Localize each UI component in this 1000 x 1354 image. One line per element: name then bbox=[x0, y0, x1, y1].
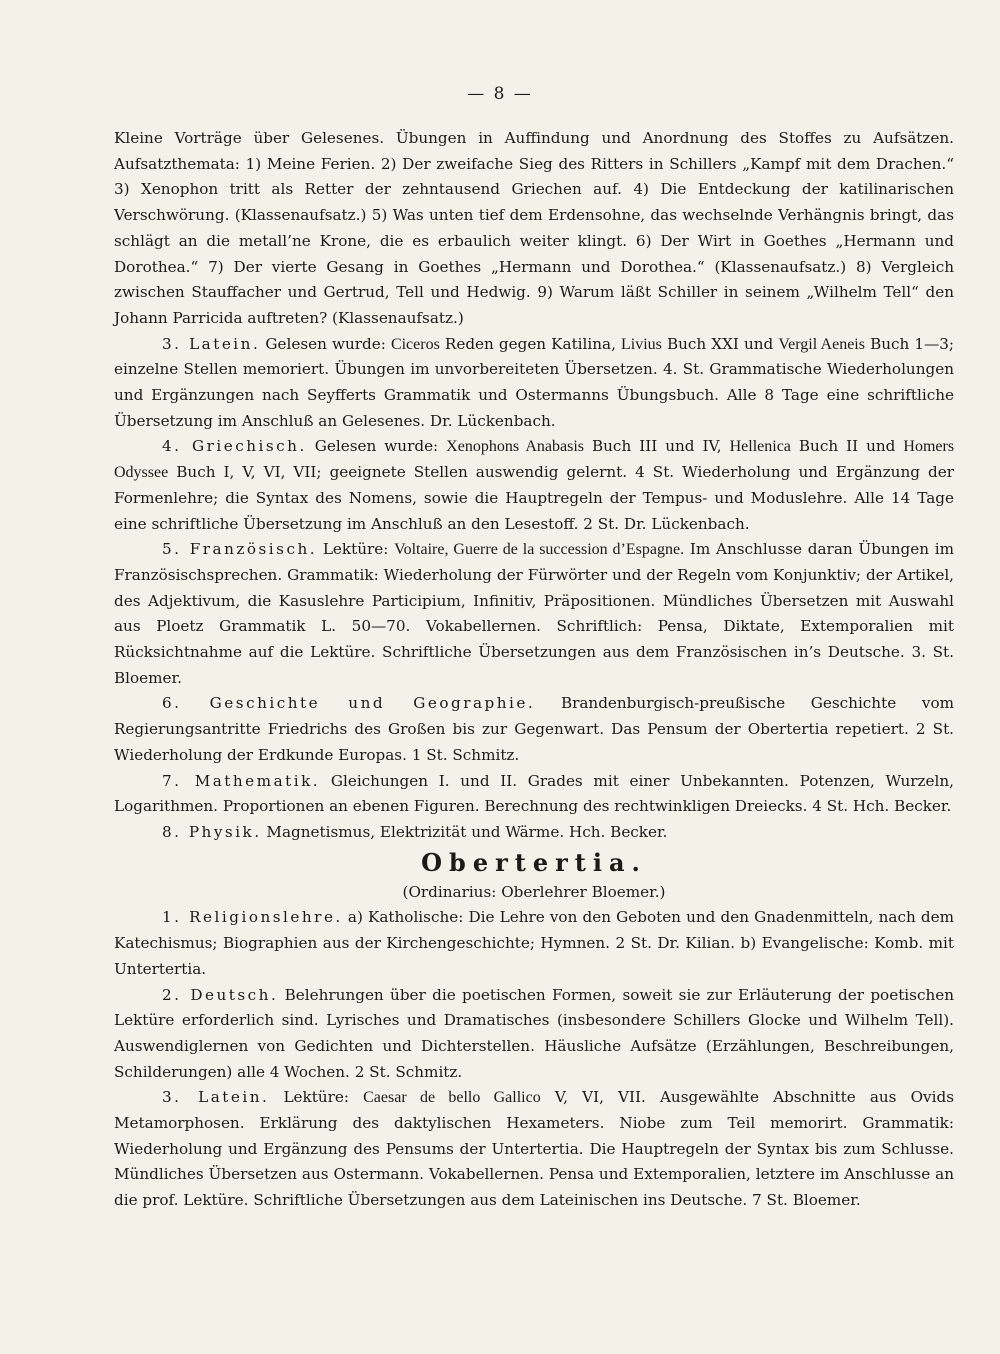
latin-text: Xenophons Anabasis bbox=[446, 438, 584, 456]
latin-text: Homers Odyssee bbox=[114, 438, 955, 482]
subject-paragraph bbox=[114, 820, 954, 846]
paragraph-text: a) Katholische: Die Lehre von den Geboten und den Gnadenmitteln, nach dem Katechismus; Biographien aus der Kirchengeschichte; Hymnen. 2 St. Dr. Kilian. b) Evangelische: Komb. mit Untertertia. bbox=[114, 908, 954, 978]
subject-paragraph bbox=[114, 983, 954, 1086]
latin-text: Voltaire, Guerre de la succession d’Espagne. bbox=[394, 541, 685, 559]
subject-paragraph bbox=[114, 769, 954, 820]
subject-paragraph bbox=[114, 691, 954, 768]
paragraph-text: Reden gegen Katilina, bbox=[439, 334, 621, 353]
paragraph-text: Belehrungen über die poetischen Formen, soweit sie zur Erläuterung der poetischen Lektüre erforderlich sind. Lyrisches und Dramatisches (insbesondere Schillers Glocke und Wilhelm Tell). Auswendiglernen von Gedichten und Dichterstellen. Häusliche Aufsätze (Erzählungen, Beschreibungen, Schilderungen) alle 4 Wochen. 2 St. Schmitz. bbox=[114, 985, 955, 1081]
latin-text: Livius bbox=[621, 335, 662, 353]
subject-paragraph bbox=[114, 537, 954, 691]
subject-title: 4. Griechisch. bbox=[162, 437, 307, 456]
paragraph-text: Buch I, V, VI, VII; geeignete Stellen auswendig gelernt. 4 St. Wiederholung und Ergänzung der Formenlehre; die Syntax des Nomens, sowie die Hauptregeln der Tempus- und Moduslehre. Alle 14 Tage eine schriftliche Übersetzung im Anschluß an den Lesestoff. 2 St. Dr. Lückenbach. bbox=[114, 463, 954, 533]
subject-paragraph bbox=[114, 1085, 954, 1214]
paragraph-text: Buch III und IV, bbox=[584, 437, 730, 456]
paragraph-text: Gleichungen I. und II. Grades mit einer Unbekannten. Potenzen, Wurzeln, Logarithmen. Proportionen an ebenen Figuren. Berechnung des rechtwinkligen Dreiecks. 4 St. Hch. Becker. bbox=[114, 771, 955, 816]
subject-title: 3. Latein. bbox=[162, 1088, 270, 1107]
paragraph-text: Buch 1—3; einzelne Stellen memoriert. Übungen im unvorbereiteten Übersetzen. 4. St. Grammatische Wiederholungen und Ergänzungen nach Seyfferts Grammatik und Ostermanns Übungsbuch. Alle 8 Tage eine schriftliche Übersetzung im Anschluß an Gelesenes. Dr. Lückenbach. bbox=[114, 334, 955, 430]
paragraph-text: Gelesen wurde: bbox=[265, 334, 391, 353]
subject-title: 8. Physik. bbox=[162, 822, 262, 841]
subject-title: 1. Religionslehre. bbox=[162, 908, 343, 927]
latin-text: Caesar de bello Gallico bbox=[363, 1089, 541, 1107]
subject-title: 5. Französisch. bbox=[162, 540, 318, 559]
latin-text: Hellenica bbox=[729, 438, 791, 456]
paragraph-text: Buch II und bbox=[790, 437, 904, 456]
section-subheading: (Ordinarius: Oberlehrer Bloemer.) bbox=[402, 882, 666, 901]
subject-title: 2. Deutsch. bbox=[162, 985, 279, 1004]
latin-text: Ciceros bbox=[390, 335, 440, 353]
subject-title: 6. Geschichte und Geographie. bbox=[162, 694, 536, 713]
paragraph-text: Lektüre: bbox=[322, 540, 395, 559]
intro-paragraph: Kleine Vorträge über Gelesenes. Übungen in Auffindung und Anordnung des Stoffes zu Aufsätzen. Aufsatzthemata: 1) Meine Ferien. 2) Der zweifache Sieg des Ritters in Schillers „Kampf mit dem Drachen.“ 3) Xenophon tritt als Retter der zehntausend Griechen auf. 4) Die Entdeckung der katilinarischen Verschwörung. (Klassenaufsatz.) 5) Was unten tief dem Erdensohne, das wechselnde Verhängnis bringt, das schlägt an die metall’ne Krone, die es erbaulich weiter klingt. 6) Der Wirt in Goethes „Hermann und Dorothea.“ 7) Der vierte Gesang in Goethes „Hermann und Dorothea.“ (Klassenaufsatz.) 8) Vergleich zwischen Stauffacher und Gertrud, Tell und Hedwig. 9) Warum läßt Schiller in seinem „Wilhelm Tell“ den Johann Parricida auftreten? (Klassenaufsatz.) bbox=[114, 129, 954, 327]
paragraph-text: Brandenburgisch-preußische Geschichte vom Regierungsantritte Friedrichs des Großen bis zur Gegenwart. Das Pensum der Obertertia repetiert. 2 St. Wiederholung der Erdkunde Europas. 1 St. Schmitz. bbox=[114, 694, 954, 764]
page-number: — 8 — bbox=[467, 84, 533, 104]
paragraph-text: Im Anschlusse daran Übungen im Französischsprechen. Grammatik: Wiederholung der Fürwörter und der Regeln vom Konjunktiv; der Artikel, des Adjektivum, die Kasuslehre Participium, Infinitiv, Präpositionen. Mündliches Übersetzen mit Auswahl aus Ploetz Grammatik L. 50—70. Vokabellernen. Schriftlich: Pensa, Diktate, Extemporalien mit Rücksichtnahme auf die Lektüre. Schriftliche Übersetzungen aus dem Französischen in’s Deutsche. 3. St. Bloemer. bbox=[114, 540, 954, 687]
subject-title: 3. Latein. bbox=[162, 334, 261, 353]
subject-title: 7. Mathematik. bbox=[162, 771, 321, 790]
latin-text: Vergil Aeneis bbox=[778, 335, 865, 353]
paragraph-text: Gelesen wurde: bbox=[314, 437, 447, 456]
section-heading: Obertertia. bbox=[421, 847, 647, 877]
subject-paragraph bbox=[114, 332, 954, 435]
paragraph-text: Magnetismus, Elektrizität und Wärme. Hch. Becker. bbox=[266, 822, 668, 841]
subject-paragraph bbox=[114, 905, 954, 982]
paragraph-text: Buch XXI und bbox=[661, 334, 779, 353]
paragraph-text: Lektüre: bbox=[283, 1088, 364, 1107]
document-body bbox=[114, 126, 954, 1214]
untertertia-sections bbox=[114, 332, 954, 846]
subject-paragraph bbox=[114, 434, 954, 537]
obertertia-sections bbox=[114, 905, 954, 1213]
paragraph-text: V, VI, VII. Ausgewählte Abschnitte aus Ovids Metamorphosen. Erklärung des daktylischen Hexameters. Niobe zum Teil memorirt. Grammatik: Wiederholung und Ergänzung des Pensums der Untertertia. Die Hauptregeln der Syntax bis zum Schlusse. Mündliches Übersetzen aus Ostermann. Vokabellernen. Pensa und Extemporalien, letztere im Anschlusse an die prof. Lektüre. Schriftliche Übersetzungen aus dem Lateinischen ins Deutsche. 7 St. Bloemer. bbox=[114, 1088, 954, 1210]
